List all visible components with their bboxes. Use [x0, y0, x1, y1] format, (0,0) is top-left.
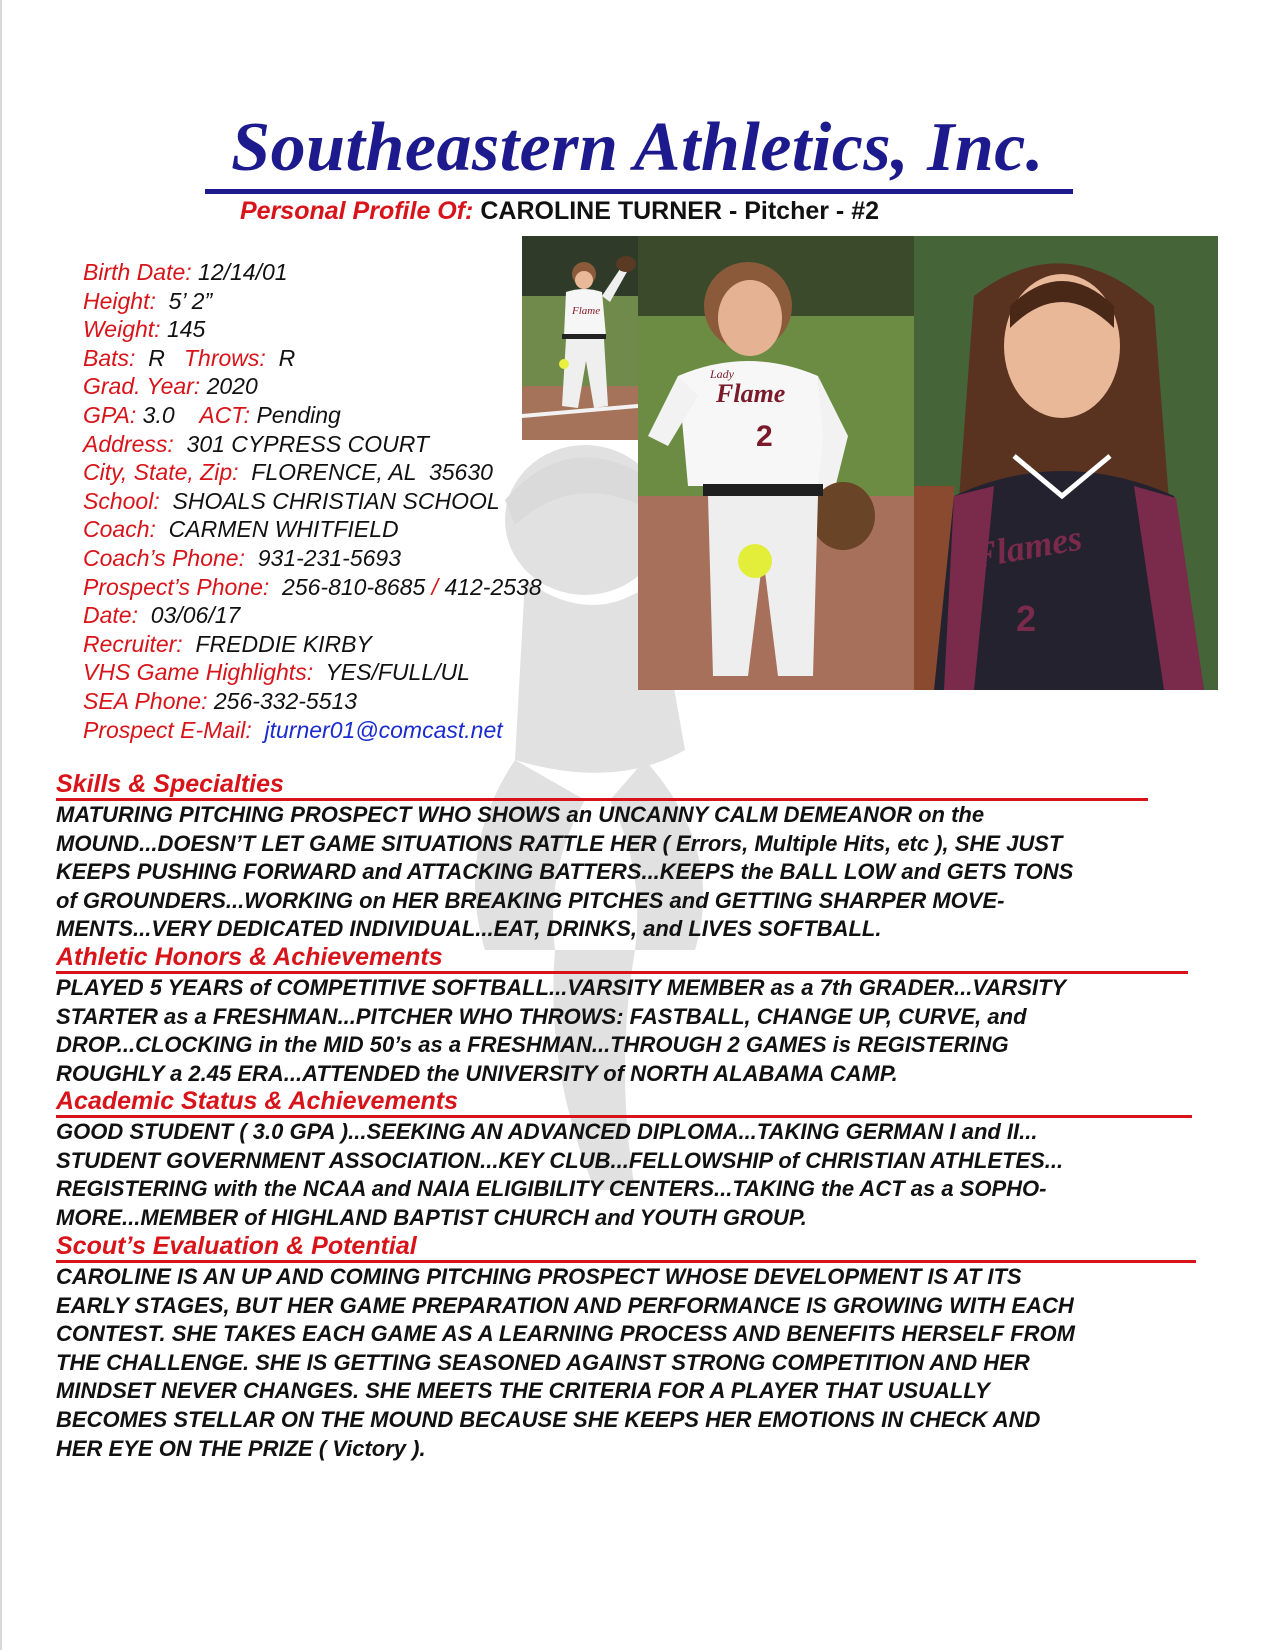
prospect-phone-value2: 412-2538 [444, 573, 542, 600]
vhs-value: YES/FULL/UL [325, 659, 470, 686]
pitch-jersey-text: Flame [716, 379, 786, 408]
skills-line: MOUND...DOESN’T LET GAME SITUATIONS RATTLE HER ( Errors, Multiple Hits, etc ), SHE JUST [56, 830, 1063, 856]
prospect-phone-value: 256-810-8685 [282, 573, 426, 600]
address-value: 301 CYPRESS COURT [186, 430, 429, 457]
bats-label: Bats: [83, 344, 136, 371]
skills-line: KEEPS PUSHING FORWARD and ATTACKING BATTERS...KEEPS the BALL LOW and GETS TONS [56, 859, 1074, 885]
scout-line: MINDSET NEVER CHANGES. SHE MEETS THE CRITERIA FOR A PLAYER THAT USUALLY [56, 1378, 990, 1404]
company-title: Southeastern Athletics, Inc. [231, 109, 1044, 186]
prospect-phone-row [83, 573, 542, 602]
sea-phone-value: 256-332-5513 [213, 687, 358, 714]
athletic-line: PLAYED 5 YEARS of COMPETITIVE SOFTBALL...VARSITY MEMBER as a 7th GRADER...VARSITY [56, 975, 1067, 1000]
photo-portrait [914, 236, 1218, 690]
skills-line: of GROUNDERS...WORKING on HER BREAKING PITCHES and GETTING SHARPER MOVE- [56, 887, 1005, 913]
city-state-zip-value: FLORENCE, AL 35630 [251, 459, 493, 486]
scout-line: CONTEST. SHE TAKES EACH GAME AS A LEARNING PROCESS AND BENEFITS HERSELF FROM [56, 1321, 1075, 1347]
address-row [83, 430, 542, 459]
academic-line: GOOD STUDENT ( 3.0 GPA )...SEEKING AN ADVANCED DIPLOMA...TAKING GERMAN I and II... [56, 1119, 1038, 1144]
date-label: Date: [83, 602, 138, 629]
act-label: ACT: [199, 401, 251, 428]
throws-label: Throws: [184, 344, 266, 371]
vhs-row [83, 658, 542, 687]
weight-row [83, 315, 542, 344]
scout-line: BECOMES STELLAR ON THE MOUND BECAUSE SHE KEEPS HER EMOTIONS IN CHECK AND [56, 1406, 1041, 1432]
scout-line: HER EYE ON THE PRIZE ( Victory ). [56, 1435, 426, 1461]
bats-value: R [148, 344, 165, 371]
coach-phone-value: 931-231-5693 [257, 544, 401, 571]
profile-name: CAROLINE TURNER - Pitcher - #2 [480, 197, 880, 225]
address-label: Address: [83, 430, 174, 457]
athletic-line: ROUGHLY a 2.45 ERA...ATTENDED the UNIVERSITY of NORTH ALABAMA CAMP. [56, 1060, 898, 1086]
academic-line: MORE...MEMBER of HIGHLAND BAPTIST CHURCH and YOUTH GROUP. [56, 1204, 807, 1230]
grad-year-label: Grad. Year: [83, 373, 201, 400]
coach-phone-row [83, 544, 542, 573]
school-value: SHOALS CHRISTIAN SCHOOL [172, 487, 500, 514]
scout-line: CAROLINE IS AN UP AND COMING PITCHING PROSPECT WHOSE DEVELOPMENT IS AT ITS [56, 1264, 1022, 1289]
email-row [83, 716, 542, 745]
photo-pitching-action [638, 236, 914, 690]
height-label: Height: [83, 287, 156, 314]
email-label: Prospect E-Mail: [83, 716, 252, 743]
pitch-jersey-script: Lady [710, 367, 734, 381]
photo-small-pitching [522, 236, 638, 440]
prospect-phone-label: Prospect’s Phone: [83, 573, 270, 600]
grad-year-row [83, 372, 542, 401]
gpa-act-row [83, 401, 542, 430]
athletic-line: STARTER as a FRESHMAN...PITCHER WHO THROWS: FASTBALL, CHANGE UP, CURVE, and [56, 1003, 1027, 1029]
skills-line: MENTS...VERY DEDICATED INDIVIDUAL...EAT, DRINKS, and LIVES SOFTBALL. [56, 916, 882, 942]
gpa-value: 3.0 [142, 401, 175, 428]
sea-phone-label: SEA Phone: [83, 687, 208, 714]
weight-label: Weight: [83, 316, 161, 343]
academic-line: REGISTERING with the NCAA and NAIA ELIGIBILITY CENTERS...TAKING the ACT as a SOPHO- [56, 1176, 1047, 1202]
scout-line: EARLY STAGES, BUT HER GAME PREPARATION AND PERFORMANCE IS GROWING WITH EACH [56, 1292, 1074, 1318]
weight-value: 145 [166, 316, 206, 343]
height-row [83, 287, 542, 316]
profile-label: Personal Profile Of: [240, 197, 474, 225]
coach-label: Coach: [83, 516, 156, 543]
school-label: School: [83, 487, 160, 514]
birth-date-label: Birth Date: [83, 259, 192, 285]
recruiter-value: FREDDIE KIRBY [195, 630, 372, 657]
email-value[interactable]: jturner01@comcast.net [264, 716, 503, 743]
athletic-line: DROP...CLOCKING in the MID 50’s as a FRESHMAN...THROUGH 2 GAMES is REGISTERING [56, 1032, 1009, 1058]
academic-body [56, 1118, 1226, 1232]
coach-row [83, 515, 542, 544]
vhs-label: VHS Game Highlights: [83, 659, 314, 686]
profile-subtitle [240, 196, 879, 226]
pitch-jersey-number: 2 [756, 420, 773, 453]
city-state-zip-label: City, State, Zip: [83, 459, 239, 486]
coach-value: CARMEN WHITFIELD [168, 516, 399, 543]
portrait-jersey-number: 2 [1016, 598, 1037, 639]
small-photo-jersey-text: Flame [572, 305, 601, 317]
title-underline [205, 189, 1073, 194]
academic-heading: Academic Status & Achievements [56, 1087, 459, 1115]
skills-body [56, 801, 1226, 944]
scout-line: THE CHALLENGE. SHE IS GETTING SEASONED AGAINST STRONG COMPETITION AND HER [56, 1349, 1030, 1375]
birth-date-value: 12/14/01 [198, 259, 288, 285]
skills-heading: Skills & Specialties [56, 770, 284, 798]
prospect-phone-separator: / [431, 573, 439, 600]
recruiter-label: Recruiter: [83, 630, 183, 657]
page-edge-line [0, 0, 2, 1650]
recruiter-row [83, 630, 542, 659]
birth-date-row [83, 258, 542, 287]
academic-line: STUDENT GOVERNMENT ASSOCIATION...KEY CLUB...FELLOWSHIP of CHRISTIAN ATHLETES... [56, 1147, 1064, 1173]
sea-phone-row [83, 687, 542, 716]
date-row [83, 601, 542, 630]
skills-line: MATURING PITCHING PROSPECT WHO SHOWS an UNCANNY CALM DEMEANOR on the [56, 802, 985, 827]
profile-info [83, 258, 542, 744]
grad-year-value: 2020 [206, 373, 258, 400]
portrait-jersey-text: Flames [969, 517, 1085, 577]
throws-value: R [278, 344, 296, 371]
city-state-zip-row [83, 458, 542, 487]
scout-body [56, 1263, 1226, 1463]
bats-throws-row [83, 344, 542, 373]
gpa-label: GPA: [83, 401, 137, 428]
height-value: 5’ 2” [168, 287, 213, 314]
scout-heading: Scout’s Evaluation & Potential [56, 1232, 417, 1260]
coach-phone-label: Coach’s Phone: [83, 544, 245, 571]
athletic-body [56, 974, 1226, 1088]
act-value: Pending [256, 401, 341, 428]
date-value: 03/06/17 [150, 602, 241, 629]
school-row [83, 487, 542, 516]
athletic-heading: Athletic Honors & Achievements [56, 943, 443, 971]
